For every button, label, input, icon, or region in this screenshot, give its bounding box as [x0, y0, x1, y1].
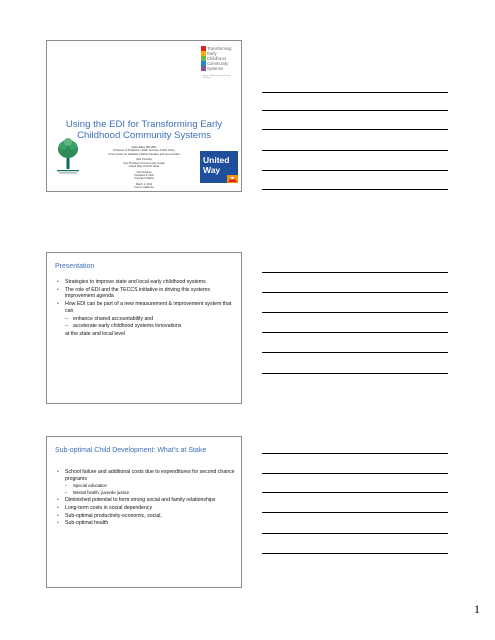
slide-3-thumbnail: [46, 436, 242, 588]
notes-line: [262, 373, 448, 374]
notes-line: [262, 453, 448, 454]
logo-word: Systems: [207, 66, 224, 71]
credit-line: Professor of Pediatrics, Health Services, Public Policy: [113, 149, 175, 153]
logo-word: Early: [207, 51, 217, 56]
bullet-list: [57, 279, 235, 339]
bullet-item: • The role of EDI and the TECCS initiative in driving this systems improvement agenda: [57, 287, 235, 300]
united-way-word-way: Way: [203, 165, 221, 175]
teccs-logo: [201, 46, 239, 80]
credit-line: Neal Halfon MD MPH: [131, 146, 157, 149]
notes-line: [262, 492, 448, 493]
slide-1-thumbnail: [46, 40, 242, 192]
credit-line: UCLA Center for Healthier Children Families and Communities: [108, 152, 180, 156]
bullet-item: • How EDI can be part of a new measurement & improvement system that can: [57, 301, 235, 314]
presentation-title: Using the EDI for Transforming Early Childhood Community Systems: [65, 119, 223, 141]
united-way-word-united: United: [203, 155, 230, 165]
logo-tagline: Early Childhood Community Systems: [203, 75, 231, 79]
presenter-credits: [77, 146, 211, 192]
bullet-item: at the state and local level: [65, 331, 125, 338]
united-way-logo: [200, 151, 238, 183]
notes-line: [262, 170, 448, 171]
credit-line: Crescent Indiana: [134, 177, 154, 181]
logo-word: Childhood: [207, 56, 226, 61]
bullet-item: • School failure and additional costs due to expenditures for second chance programs: [57, 469, 235, 482]
bullet-item: • Sub-optimal health: [57, 520, 235, 527]
slide-title: Sub-optimal Child Development: What’s at Stake: [55, 447, 207, 454]
bullet-item: • Long-term costs in social dependency: [57, 505, 235, 512]
bullet-item: • Sub-optimal productivity-economic, social,: [57, 513, 235, 520]
notes-line: [262, 272, 448, 273]
credit-line: United Way of North Texas: [128, 164, 160, 168]
notes-line: [262, 512, 448, 513]
page-number: 1: [474, 602, 480, 616]
notes-line: [262, 332, 448, 333]
notes-line: [262, 533, 448, 534]
sub-bullet-item: – enhance shared accountability and: [57, 316, 235, 323]
credit-line: President & CEO: [134, 173, 154, 177]
logo-word: Transforming: [207, 46, 232, 51]
credit-line: March 1, 2011: [135, 182, 153, 186]
notes-line: [262, 352, 448, 353]
sub-bullet-item: – Special education: [57, 483, 235, 489]
bullet-item: • Strategies to improve state and local early childhood systems: [57, 279, 235, 286]
notes-line: [262, 92, 448, 93]
credit-line: Vice Nicolosi: [136, 170, 152, 174]
notes-line: [262, 473, 448, 474]
ucla-center-logo: [55, 137, 81, 175]
notes-line: [262, 312, 448, 313]
notes-line: [262, 553, 448, 554]
credit-line: April Kundolly: [136, 158, 152, 162]
slide-2-thumbnail: [46, 252, 242, 404]
sub-bullet-item: – Mental health, juvenile justice: [57, 490, 235, 496]
credit-line: Vice President of Community Impact: [123, 161, 165, 165]
notes-line: [262, 150, 448, 151]
notes-line: [262, 110, 448, 111]
bullet-list: [57, 469, 235, 528]
bullet-item: • Diminished potential to form strong social and family relationships: [57, 497, 235, 504]
notes-line: [262, 189, 448, 190]
notes-line: [262, 129, 448, 130]
credit-line: Forum California: [134, 186, 154, 190]
slide-title: Presentation: [55, 263, 95, 270]
logo-word: Community: [207, 61, 229, 66]
notes-line: [262, 292, 448, 293]
sub-bullet-item: – accelerate early childhood systems innovations: [57, 323, 235, 330]
